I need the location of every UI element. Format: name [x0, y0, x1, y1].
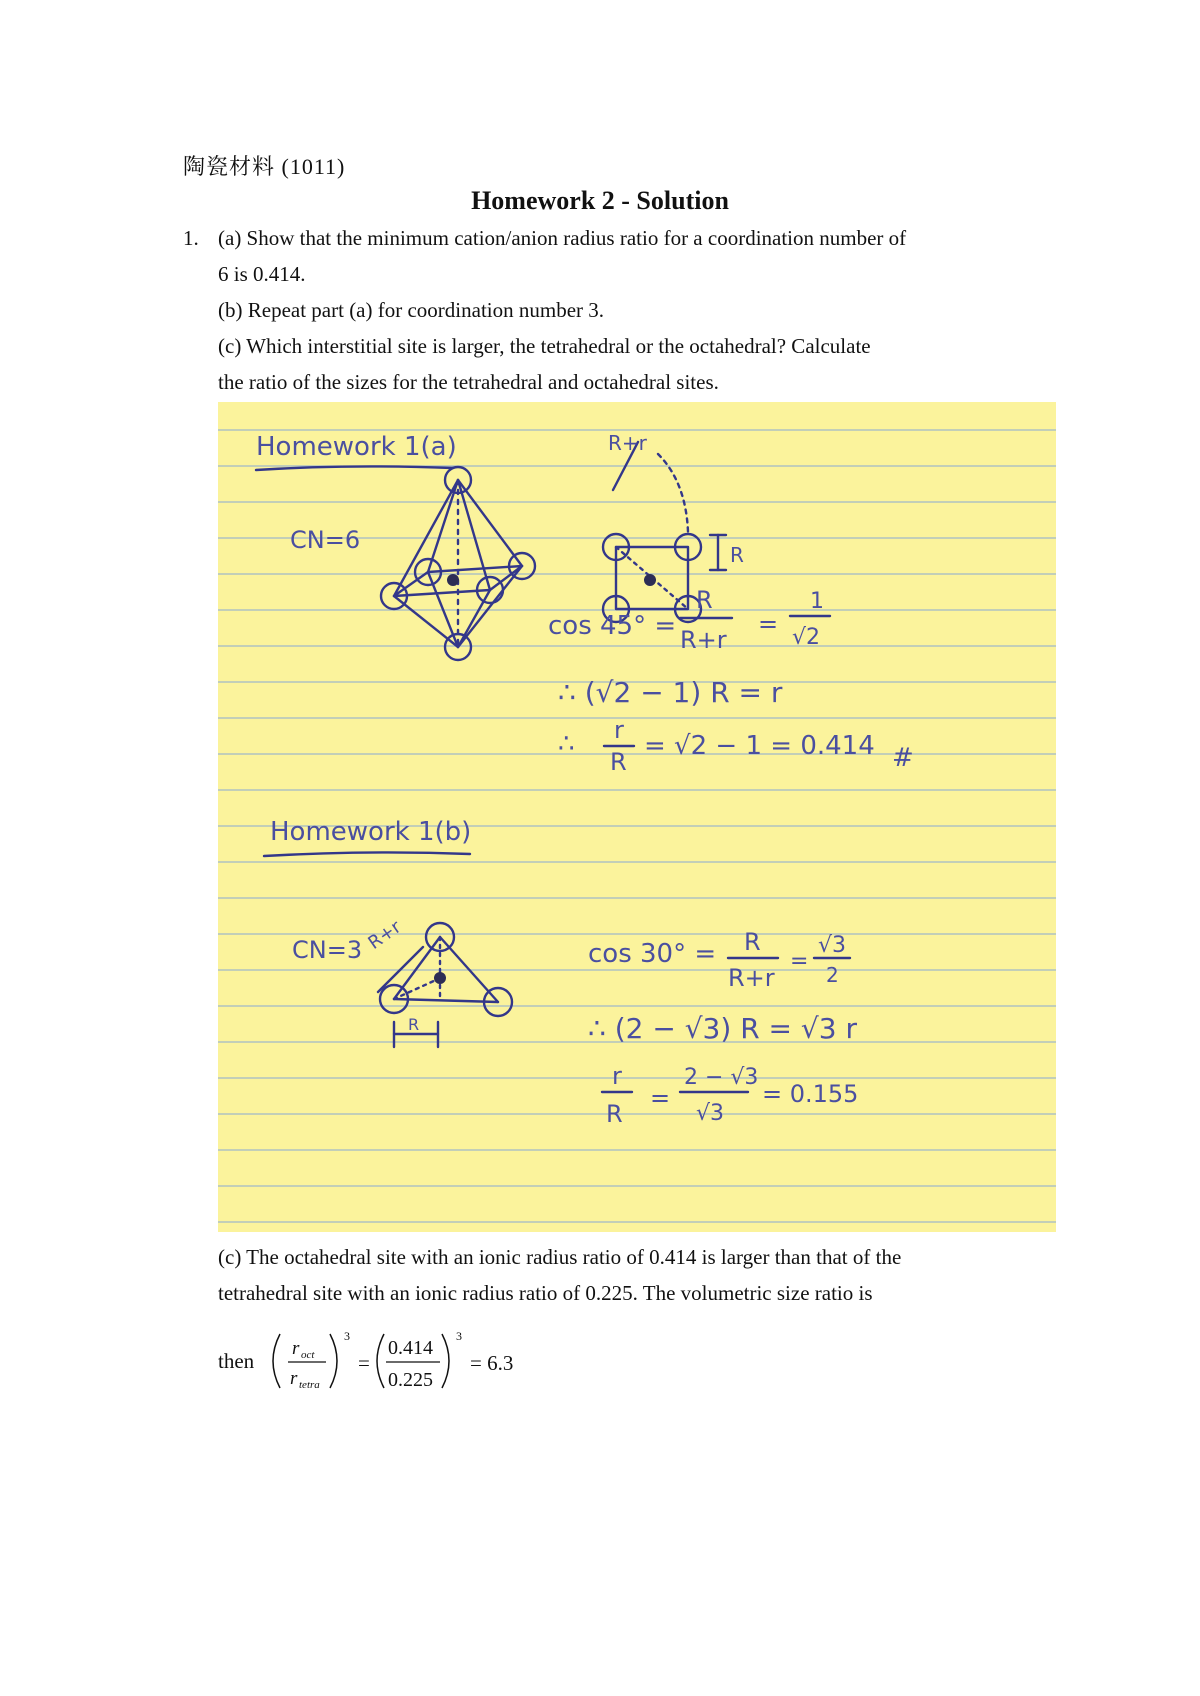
hw-b-frac-den: R+r [728, 964, 775, 992]
hw-a-r-label: R [730, 543, 744, 567]
hw-b-step2-frac-num: 2 − √3 [684, 1065, 759, 1090]
hw-b-step2-num: r [612, 1062, 622, 1090]
hw-a-step2-prefix: ∴ [558, 729, 575, 759]
hw-b-cos: cos 30° = [588, 939, 717, 969]
question-line-4: (c) Which interstitial site is larger, the tetrahedral or the octahedral? Calculate [218, 334, 871, 358]
hw-a-frac2-num: 1 [810, 589, 824, 614]
formula-r-tetra: r [290, 1368, 298, 1389]
question-line-3: (b) Repeat part (a) for coordination number 3. [218, 298, 605, 322]
hw-a-rr-label: R+r [608, 431, 647, 455]
hw-a-underline [256, 466, 453, 470]
hw-b-step2-result: = 0.155 [762, 1080, 859, 1108]
hw-a-cos: cos 45° = [548, 611, 677, 641]
paren-left-1 [273, 1334, 280, 1388]
hw-b-cn: CN=3 [292, 936, 363, 964]
hw-b-frac-num: R [744, 928, 761, 956]
paren-right-1 [330, 1334, 337, 1388]
hw-a-heading: Homework 1(a) [256, 432, 457, 462]
paren-right-2 [442, 1334, 449, 1388]
formula-result: = 6.3 [470, 1351, 514, 1375]
formula-den: 0.225 [388, 1369, 433, 1391]
hw-a-frac2-den: √2 [792, 625, 821, 650]
hw-b-step2-frac-den: √3 [696, 1101, 725, 1126]
hw-b-rr-label: R+r [364, 916, 406, 954]
hw-a-eq: = [758, 610, 779, 638]
paren-left-2 [377, 1334, 384, 1388]
octahedral-cation-dot [447, 574, 459, 586]
formula-r-oct: r [292, 1338, 300, 1359]
hw-a-hash: # [892, 743, 914, 773]
solution-c-line-1: (c) The octahedral site with an ionic radius ratio of 0.414 is larger than that of the [218, 1245, 902, 1269]
formula-svg [218, 1326, 558, 1396]
page-title: Homework 2 - Solution [471, 186, 729, 215]
hw-a-frac-num: R [696, 586, 713, 614]
hw-b-step2-eq: = [650, 1084, 671, 1112]
triangle-diagram [378, 923, 512, 1047]
hw-b-underline [264, 852, 470, 856]
hw-b-heading: Homework 1(b) [270, 817, 472, 847]
formula-then: then [218, 1349, 255, 1373]
handwritten-notepad-scan [218, 402, 1056, 1232]
question-line-1: (a) Show that the minimum cation/anion radius ratio for a coordination number of [218, 226, 907, 250]
volume-ratio-formula [218, 1326, 558, 1396]
formula-oct-sub: oct [301, 1349, 315, 1361]
hw-a-step2-num: r [614, 716, 624, 744]
triangle-cation-dot [434, 972, 446, 984]
formula-exp-1: 3 [344, 1329, 350, 1343]
hw-b-step1: ∴ (2 − √3) R = √3 r [588, 1012, 857, 1045]
formula-equals: = [358, 1351, 370, 1375]
hw-a-step1: ∴ (√2 − 1) R = r [558, 676, 783, 709]
hw-b-frac2-num: √3 [818, 933, 847, 958]
question-number: 1. [183, 226, 199, 250]
question-line-2: 6 is 0.414. [218, 262, 306, 286]
formula-tetra-sub: tetra [299, 1379, 320, 1391]
solution-c-line-2: tetrahedral site with an ionic radius ratio of 0.225. The volumetric size ratio is [218, 1281, 873, 1305]
formula-num: 0.414 [388, 1337, 433, 1359]
hw-a-step2-rest: = √2 − 1 = 0.414 [644, 731, 875, 761]
hw-a-step2-den: R [610, 748, 627, 776]
hw-b-r-label: R [408, 1015, 420, 1034]
hw-a-frac-den: R+r [680, 626, 727, 654]
notepad-drawing [218, 402, 1056, 1232]
formula-exp-2: 3 [456, 1329, 462, 1343]
hw-b-eq: = [790, 949, 809, 974]
hw-b-frac2-den: 2 [826, 963, 839, 987]
question-line-5: the ratio of the sizes for the tetrahedral and octahedral sites. [218, 370, 719, 394]
hw-b-step2-den: R [606, 1100, 623, 1128]
course-title: 陶瓷材料 (1011) [183, 154, 346, 179]
octahedron-diagram [381, 467, 535, 660]
square-cation-dot [644, 574, 656, 586]
hw-a-cn: CN=6 [290, 526, 361, 554]
